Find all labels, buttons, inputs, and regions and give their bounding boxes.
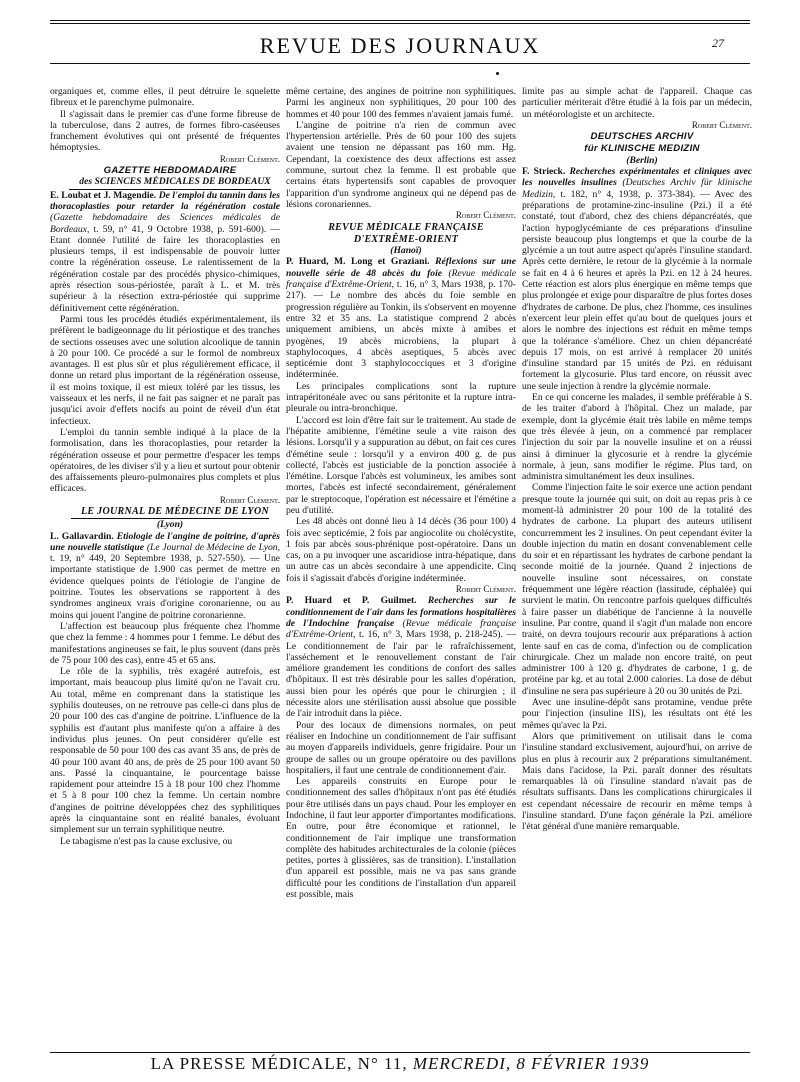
journal-heading: REVUE MÉDICALE FRANÇAISE — [328, 221, 484, 233]
footer-date: MERCREDI, 8 FÉVRIER 1939 — [412, 1054, 650, 1073]
paragraph: Parmi tous les procédés étudiés expérimentalement, ils préfèrent le badigeonnage du lit périostique et des tranches de sections osseuses avec une solution alcoolique de tannin à 20 pour 100. Ce procédé a sur le formol de nombreux avantages. Il est plus sûr et plus régulièrement efficace, il donne un retard plus important de la régénération osseuse, il est moins toxique, il est mieux toléré par les tissus, les vaisseaux et les nerfs, il ne fait pas saigner et ne paraît pas jusqu'ici avoir d'effets nocifs au point de réveil d'un état infectieux. — [50, 313, 280, 427]
article-title: De l'emploi du tannin dans les thoracoplasties pour retarder la régénération costale — [50, 189, 280, 212]
header-rule — [50, 63, 750, 64]
page-header-title: REVUE DES JOURNAUX — [259, 33, 541, 58]
article-reference: (Revue médicale française d'Extrême-Orient, — [286, 267, 516, 291]
article-authors: F. Strieck. — [522, 166, 566, 178]
signature: Robert Clément. — [219, 494, 280, 505]
journal-heading-line2: für KLINISCHE MEDIZIN — [584, 143, 700, 155]
top-rule-inner — [50, 23, 750, 24]
paragraph: Pour des locaux de dimensions normales, on peut réaliser en Indochine un conditionnement de l'air suffisant au moyen d'appareils individuels, genre frigidaire. Pour un groupe de salles ou un groupe opératoire ou des pavillons hospitaliers, il faut une centrale de conditionnement d'air. — [286, 719, 516, 776]
paragraph: L'angine de poitrine n'a rien de commun avec l'hypertension artérielle. Près de 60 pour 100 des sujets avaient une tension ne dépassant pas 160 mm. Hg. Cependant, la coexistence des deux affections est assez commune, surtout chez la femme. Il est probable que certains états hypertensifs sont capables de provoquer l'apparition d'un syndrome angineux qui ne dépend pas de lésions coronariennes. — [286, 119, 516, 210]
journal-heading: GAZETTE HEBDOMADAIRE — [103, 165, 237, 177]
article — [286, 595, 516, 719]
column-3 — [522, 86, 752, 1044]
paragraph: Comme l'injection faite le soir exerce une action pendant presque toute la journée qui suit, on doit au repas pris à ce moment-là administrer 20 pour 100 de la totalité des hydrates de carbone. La plupart des auteurs utilisent concurremment les 2 insulines. On peut cependant éviter la double injection du matin en dosant convenablement celle du soir et en répartissant les hydrates de carbone pendant la seconde moitié de la journée. Quand 2 injections de nouvelle insuline sont nécessaires, on constate fréquemment une légère réaction (lassitude, céphalée) qui survient le matin. On rencontre parfois quelques difficultés à faire passer un diabétique de l'ancienne à la nouvelle insuline. Par contre, quand il s'agit d'un malade non encore traité, on devra toujours recourir aux préparations à action lente sauf en cas de coma, d'infection ou de complication chirurgicale. Chez un malade non encore traité, on peut administrer 100 à 120 g. d'hydrates de carbone, 1 g. de protéine par kg. et au total 2.000 calories. La dose de début d'insuline ne sera pas supérieure à 20 ou 30 unités de Pzi. — [522, 482, 752, 697]
paragraph: L'affection est beaucoup plus fréquente chez l'homme que chez la femme : 4 hommes pour 1 femme. Le début des manifestations angineuses se fait, le plus souvent (dans près de 75 pour 100 des cas), entre 45 et 65 ans. — [50, 620, 280, 666]
article-authors: L. Gallavardin. — [50, 530, 114, 542]
signature: Robert Clément. — [691, 119, 752, 130]
article-authors: P. Huard, M. Long et Graziani. — [286, 256, 430, 268]
article-body: t. 16, n° 3, Mars 1938, p. 170-217). — Le nombre des abcès du foie semble en progression régulière au Tonkin, ils s'observent en moyenne entre 32 et 35 ans. La statistique comprend 2 abcès uniquement amibiens, un abcès mixte à amibes et pyogènes, 19 abcès microbiens, la plupart à staphylocoques, 4 abcès aseptiques, 5 abcès avec septicémie dont 3 staphylococciques et 3 d'origine indéterminée. — [286, 279, 516, 381]
footer-rule — [50, 1052, 750, 1053]
article-title: Réflexions sur une nouvelle série de 48 abcès du foie — [286, 256, 516, 279]
page-number: 27 — [712, 36, 724, 50]
article-title: Recherches sur le conditionnement de l'air dans les formations hospitalières de l'Indochine française — [286, 595, 516, 629]
article — [286, 256, 516, 380]
column-2 — [286, 86, 516, 1044]
article-body: t. 59, n° 41, 9 Octobre 1938, p. 591-600). — Etant donnée l'utilité de faire les thoracoplasties en plusieurs temps, il est indispensable de pouvoir lutter contre la régénération osseuse. Le ralentissement de la régénération costale par des procédés physico-chimiques, après résection sous-périostée, paraît à L. et M. très supérieur à la résection extra-périostée qui supprime définitivement cette régénération. — [50, 223, 280, 314]
article-body: t. 19, n° 449, 20 Septembre 1938, p. 527-550). — Une importante statistique de 1.900 cas permet de mettre en évidence quelques points de l'étiologie de l'angine de poitrine. Toutes les observations se rapportent à des syndromes angineux vrais d'origine coronarienne, ou au moins qui jouent l'angine de poitrine coronarienne. — [50, 553, 280, 621]
article-body: t. 182, n° 4, 1938, p. 373-384). — Avec des préparations de protamine-zinc-insuline (Pzi.) il a été constaté, tout d'abord, chez des chiens dépancréatés, que l'action hypoglycémiante de ces préparations d'insuline persiste beaucoup plus longtemps et que la courbe de la glycémie a un tout autre aspect qu'après l'insuline standard. Après cette dernière, le retour de la glycémie à la normale se fait en 4 à 6 heures et après la Pzi. en 12 à 24 heures. Cette réaction est alors plus énergique en même temps que plus prolongée et exige pour disparaître de plus fortes doses d'hydrates de carbone. De plus, chez l'homme, ces insulines n'exercent leur plein effet qu'au bout de quelques jours et alors le nombre des injections est réduit en même temps que la tolérance s'améliore. Chez un chien dépancréaté depuis 17 mois, on est arrivé à remplacer 20 unités d'insuline standard par 15 unités de Pzi. en réduisant fortement la glycosurie. Plus tard encore, on réussit avec une seule injection à rendre la glycémie normale. — [522, 188, 752, 392]
article-reference: (Revue médicale française d'Extrême-Orient, — [286, 617, 516, 641]
paragraph: Les 48 abcès ont donné lieu à 14 décès (36 pour 100) 4 fois avec septicémie, 2 fois par angiocolite ou cholécystite, 1 fois par abcès sous-phrénique post-opératoire. Dans un cas, on a pu invoquer une ascaridiose intra-hépatique, dans un autre cas un abcès secondaire à une appendicite. Cinq fois il s'agissait d'abcès d'origine indéterminée. — [286, 516, 516, 584]
paragraph: L'emploi du tannin semble indiqué à la place de la formolisation, dans les thoracoplasties, pour retarder la régénération osseuse et pour permettre d'espacer les temps opératoires, de les diviser s'il y a lieu et surtout pour obtenir des affaissements pleuro-pulmonaires plus complets et plus efficaces. — [50, 426, 280, 495]
paragraph: Les principales complications sont la rupture intrapéritonéale avec ou sans péritonite et la rupture intra-pleurale ou intra-bronchique. — [286, 380, 516, 415]
footer-publication: LA PRESSE MÉDICALE, N° 11, — [150, 1054, 408, 1073]
paragraph: Alors que primitivement on utilisait dans le coma l'insuline standard exclusivement, aujourd'hui, on arrive de plus en plus à recourir aux 2 préparations simultanément. Mais dans l'acidose, la Pzi. paraît donner des résultats remarquables là où l'insuline standard n'avait pas de résultats suffisants. Dans les complications chirurgicales il est cependant nécessaire de recourir en même temps à l'insuline standard. D'une façon générale la Pzi. améliore l'état général d'une manière remarquable. — [522, 730, 752, 833]
paragraph: limite pas au simple achat de l'appareil. Chaque cas particulier mériterait d'être étudié à la fois par un médecin, un météorologiste et un architecte. — [522, 86, 752, 120]
signature: Robert Clément. — [455, 210, 516, 221]
article-body: t. 16, n° 3, Mars 1938, p. 218-245). — Le conditionnement de l'air par le rafraîchissement, l'asséchement et le renouvellement constant de l'air améliore grandement les conditions de confort des salles d'hôpitaux. Il est très désirable pour les salles d'opération, aussi bien pour les opérés que pour le chirurgien ; il nécessite alors une stérilisation aussi absolue que possible de l'air introduit dans la pièce. — [286, 629, 516, 720]
paragraph: organiques et, comme elles, il peut détruire le squelette fibreux et le parenchyme pulmonaire. — [50, 86, 280, 109]
printer-dot — [496, 72, 499, 75]
article-reference: (Deutsches Archiv für klinische Medizin, — [522, 177, 752, 200]
journal-city: (Lyon) — [156, 519, 184, 531]
article — [522, 166, 752, 392]
page-footer — [0, 1054, 800, 1074]
article-title: Etiologie de l'angine de poitrine, d'après une nouvelle statistique — [50, 530, 280, 553]
article — [50, 190, 280, 314]
journal-heading-line2: D'EXTRÊME-ORIENT — [353, 233, 459, 245]
paragraph: Les appareils construits en Europe pour le conditionnement des salles d'hôpitaux n'ont pas été étudiés pour être utilisés dans un pays chaud. Pour les employer en Indochine, il faut leur apporter d'importantes modifications. En outre, pour être économique et rationnel, le conditionnement de l'air implique une transformation complète des habitudes architecturales de la colonie (pièces petites, portes à glissières, sas de transition). L'installation d'un appareil est possible, mais ne va pas sans grande difficulté pour les conditions de l'installation d'un appareil est possible, mais — [286, 776, 516, 901]
paragraph: L'accord est loin d'être fait sur le traitement. Au stade de l'hépatite amibienne, l'émétine seule a vite raison des lésions. Lorsqu'il y a suppuration au début, on fait ces cures d'émétine seule : lorsqu'il y a environ 400 g. de pus collecté, l'abcès est justiciable de la ponction associée à l'émétine. Lorsque l'abcès est volumineux, les amibes sont mortes, l'abcès est infecté secondairement, généralement par le streptocoque, l'opération est nécessaire et l'émétine a peu d'utilité. — [286, 414, 516, 516]
column-1 — [50, 86, 280, 1044]
journal-city: (Hanoï) — [390, 245, 422, 257]
journal-heading-line2: des SCIENCES MÉDICALES DE BORDEAUX — [69, 176, 270, 189]
article-authors: E. Loubat et J. Magendie. — [50, 189, 157, 201]
top-rule-outer — [50, 20, 750, 21]
article — [50, 531, 280, 621]
journal-city: (Berlin) — [626, 154, 658, 166]
paragraph: Avec une insuline-dépôt sans protamine, vendue prête pour l'injection (insuline IIS), les résultats ont été les mêmes qu'avec la Pzi. — [522, 697, 752, 731]
article-title: Recherches expérimentales et cliniques avec les nouvelles insulines — [522, 166, 752, 189]
signature: Robert Clément. — [219, 153, 280, 164]
paragraph: même certaine, des angines de poitrine non syphilitiques. Parmi les angineux non syphilitiques, 20 pour 100 des hommes et 40 pour 100 des femmes n'avaient jamais fumé. — [286, 86, 516, 120]
paragraph: Le tabagisme n'est pas la cause exclusive, ou — [60, 835, 233, 847]
signature: Robert Clément. — [455, 584, 516, 595]
paragraph: En ce qui concerne les malades, il semble préférable à S. de les traiter d'abord à l'hôpital. Chez un malade, par exemple, dont la glycémie était très labile en même temps que très élevée à jeun, on a commencé par remplacer l'injection du soir par la nouvelle insuline et on a réussi ainsi à diminuer la glycosurie et à rendre la glycémie normale, à jeun, sans modifier le régime. Plus tard, on administra simultanément les deux insulines. — [522, 392, 752, 483]
journal-heading: DEUTSCHES ARCHIV — [590, 131, 694, 143]
article-reference: (Le Journal de Médecine de Lyon, — [146, 541, 280, 553]
paragraph: Le rôle de la syphilis, très exagéré autrefois, est important, mais beaucoup plus limité qu'on ne l'avait cru. Au total, même en comprenant dans la statistique les syphilis douteuses, on ne retrouve pas celle-ci dans plus de 20 pour 100 des cas d'angine de poitrine. L'influence de la syphilis est d'autant plus manifeste qu'on a affaire à des individus plus jeunes. On peut considérer qu'elle est responsable de 50 pour 100 des cas avant 35 ans, de près de 40 pour 100 avant 40 ans, de près de 25 pour 100 avant 50 ans. Passé la cinquantaine, le pourcentage baisse rapidement pour atteindre 15 à 18 pour 100 chez l'homme et 5 à 8 pour 100 chez la femme. Un certain nombre d'angines de poitrine développées chez des syphilitiques après la cinquantaine sont en réalité banales, évoluant simplement sur un terrain syphilitique neutre. — [50, 666, 280, 836]
paragraph: Il s'agissait dans le premier cas d'une forme fibreuse de la tuberculose, dans 2 autres, de formes fibro-caséeuses franchement évolutives qui ont présenté de fréquentes hémoptysies. — [50, 108, 280, 154]
article-reference: (Gazette hebdomadaire des Sciences médicales de Bordeaux, — [50, 212, 280, 235]
journal-heading: LE JOURNAL DE MÉDECINE DE LYON — [71, 506, 269, 519]
article-authors: P. Huard et P. Guilmet. — [286, 595, 417, 607]
